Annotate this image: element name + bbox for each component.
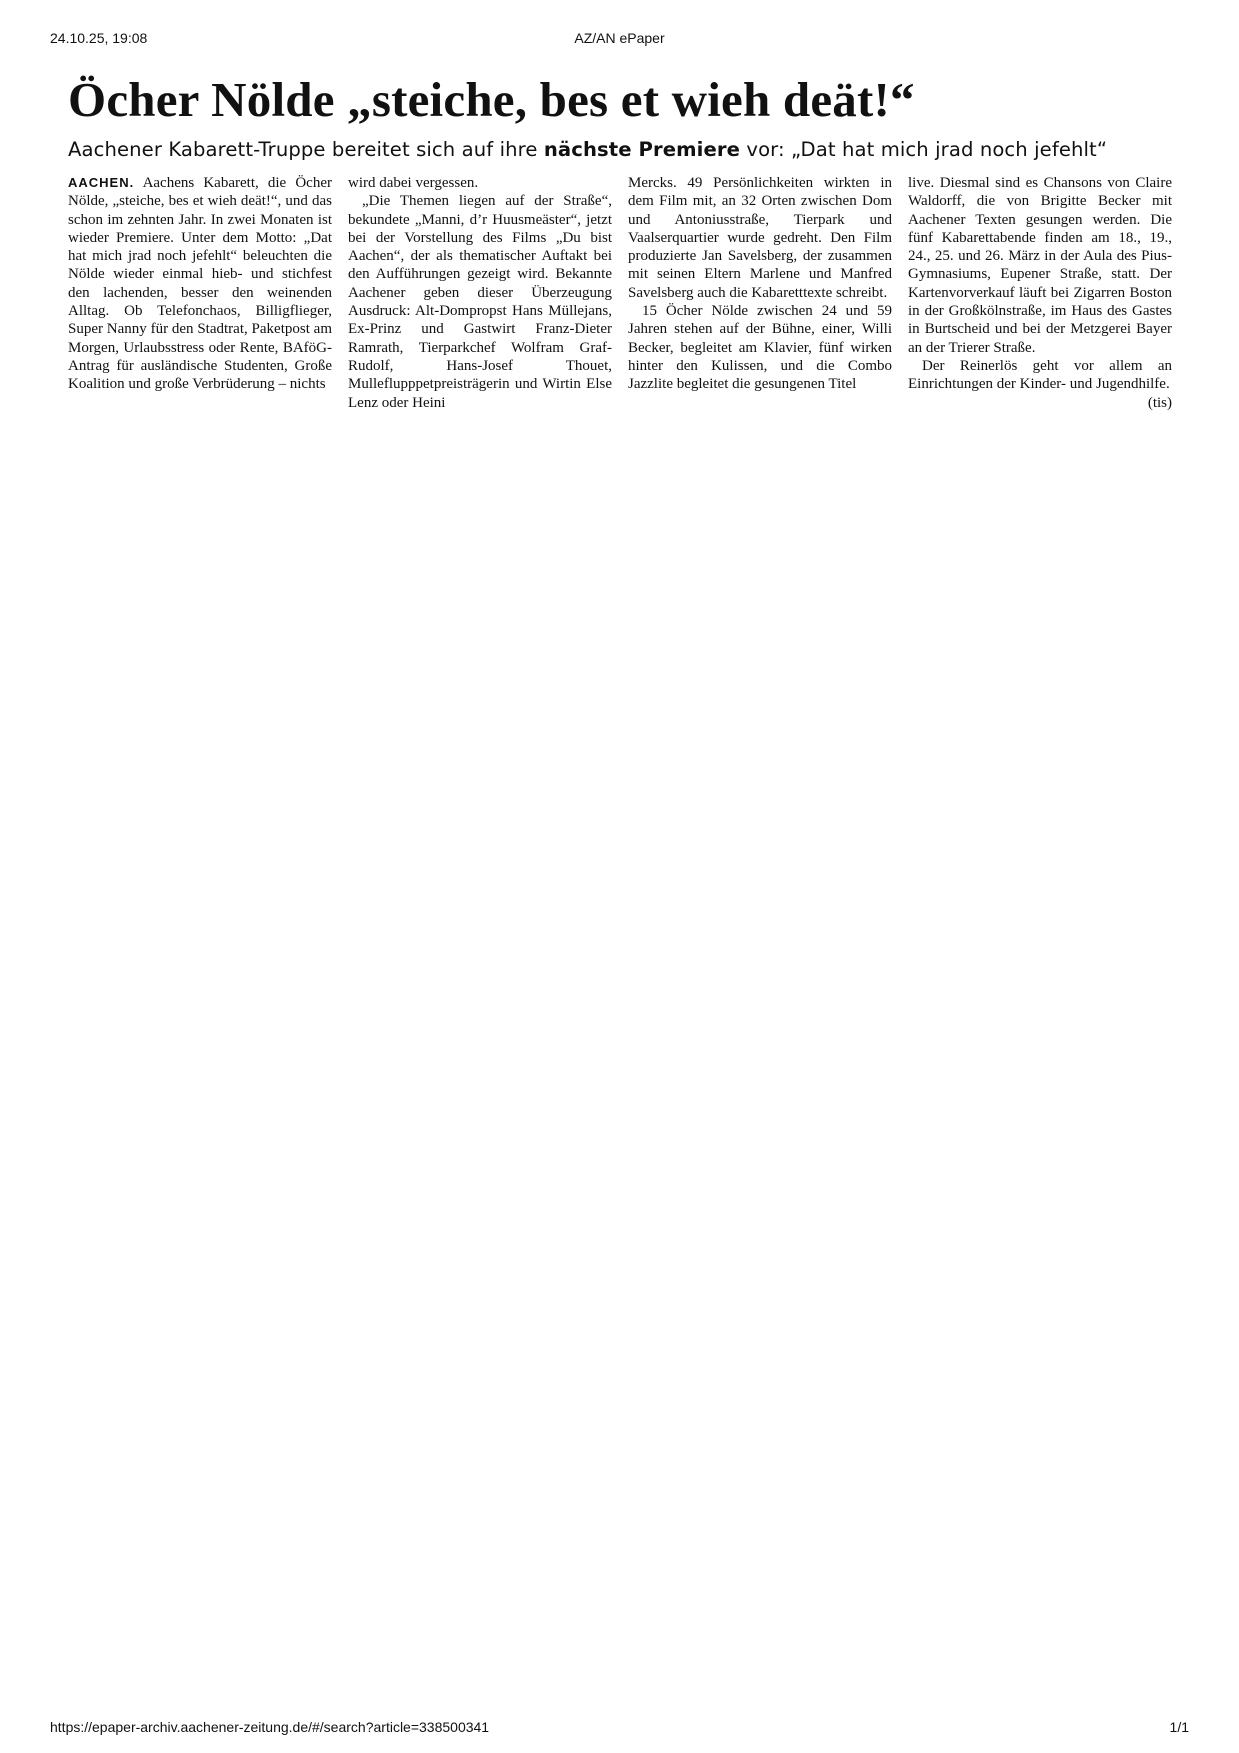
- column-1-text: Aachens Kabarett, die Öcher Nölde, „steiche, bes et wieh deät!“, und das schon im zehnten Jahr. In zwei Monaten ist wieder Premiere. Unter dem Motto: „Dat hat mich jrad noch jefehlt“ beleuchten die Nölde wieder einmal hieb- und stichfest den lachenden, besser den weinenden Alltag. Ob Telefonchaos, Billigflieger, Super Nanny für den Stadtrat, Paketpost am Morgen, Urlaubsstress oder Rente, BAföG-Antrag für ausländische Studenten, Große Koalition und große Verbrüderung – nichts: [68, 175, 332, 393]
- column-3-paragraph-2: 15 Öcher Nölde zwischen 24 und 59 Jahren stehen auf der Bühne, einer, Willi Becker, begleitet am Klavier, fünf wirken hinter den Kulissen, und die Combo Jazzlite begleitet die gesungenen Titel: [628, 303, 892, 393]
- article-body: [68, 174, 1174, 464]
- print-header: [50, 30, 1189, 50]
- print-footer: [50, 1719, 1189, 1739]
- article-column-1: [68, 174, 332, 394]
- column-4-paragraph-1: live. Diesmal sind es Chansons von Claire Waldorff, die von Brigitte Becker mit Aachener Texten gesungen werden. Die fünf Kabarettabende finden am 18., 19., 24., 25. und 26. März in der Aula des Pius-Gymnasiums, Eupener Straße, statt. Der Kartenvorverkauf läuft bei Zigarren Boston in der Großkölnstraße, im Haus des Gastes in Burtscheid und bei der Metzgerei Bayer an der Trierer Straße.: [908, 175, 1172, 356]
- article-dateline: AACHEN.: [68, 175, 135, 190]
- subheadline-start: Aachener Kabarett-Truppe bereitet sich auf ihre: [68, 138, 544, 161]
- print-date: 24.10.25, 19:08: [50, 30, 148, 46]
- article-subheadline: [68, 136, 1174, 164]
- column-2-paragraph-2: „Die Themen liegen auf der Straße“, bekundete „Manni, d’r Huusmeäster“, jetzt bei der Vorstellung des Films „Du bist Aachen“, der als thematischer Auftakt bei den Aufführungen gezeigt wird. Bekannte Aachener geben dieser Überzeugung Ausdruck: Alt-Dompropst Hans Müllejans, Ex-Prinz und Gastwirt Franz-Dieter Ramrath, Tierparkchef Wolfram Graf-Rudolf, Hans-Josef Thouet, Mulleflupppetpreisträgerin und Wirtin Else Lenz oder Heini: [348, 193, 612, 411]
- article-headline: Öcher Nölde „steiche, bes et wieh deät!“: [68, 72, 915, 127]
- column-3-paragraph-1: Mercks. 49 Persönlichkeiten wirkten in dem Film mit, an 32 Orten zwischen Dom und Antoniusstraße, Tierpark und Vaalserquartier wurde gedreht. Den Film produzierte Jan Savelsberg, der zusammen mit seinen Eltern Marlene und Manfred Savelsberg auch die Kabaretttexte schreibt.: [628, 175, 892, 301]
- column-4-text: Der Reinerlös geht vor allem an Einrichtungen der Kinder- und Jugendhilfe.: [908, 357, 1172, 393]
- column-4-paragraph-2: [908, 357, 1172, 411]
- article-column-2: [348, 174, 612, 412]
- article-column-4: [908, 174, 1172, 412]
- page-count: 1/1: [1169, 1719, 1189, 1735]
- print-title: AZ/AN ePaper: [574, 30, 665, 46]
- column-1-paragraph: [68, 174, 332, 394]
- subheadline-emphasis: nächste Premiere: [543, 138, 741, 161]
- newspaper-clipping: [68, 70, 1174, 464]
- article-column-3: [628, 174, 892, 394]
- author-initials: (tis): [1147, 394, 1172, 411]
- subheadline-end: vor: „Dat hat mich jrad noch jefehlt“: [740, 138, 1108, 161]
- column-2-paragraph-1: wird dabei vergessen.: [348, 175, 479, 191]
- source-url: https://epaper-archiv.aachener-zeitung.de/#/search?article=338500341: [50, 1719, 490, 1735]
